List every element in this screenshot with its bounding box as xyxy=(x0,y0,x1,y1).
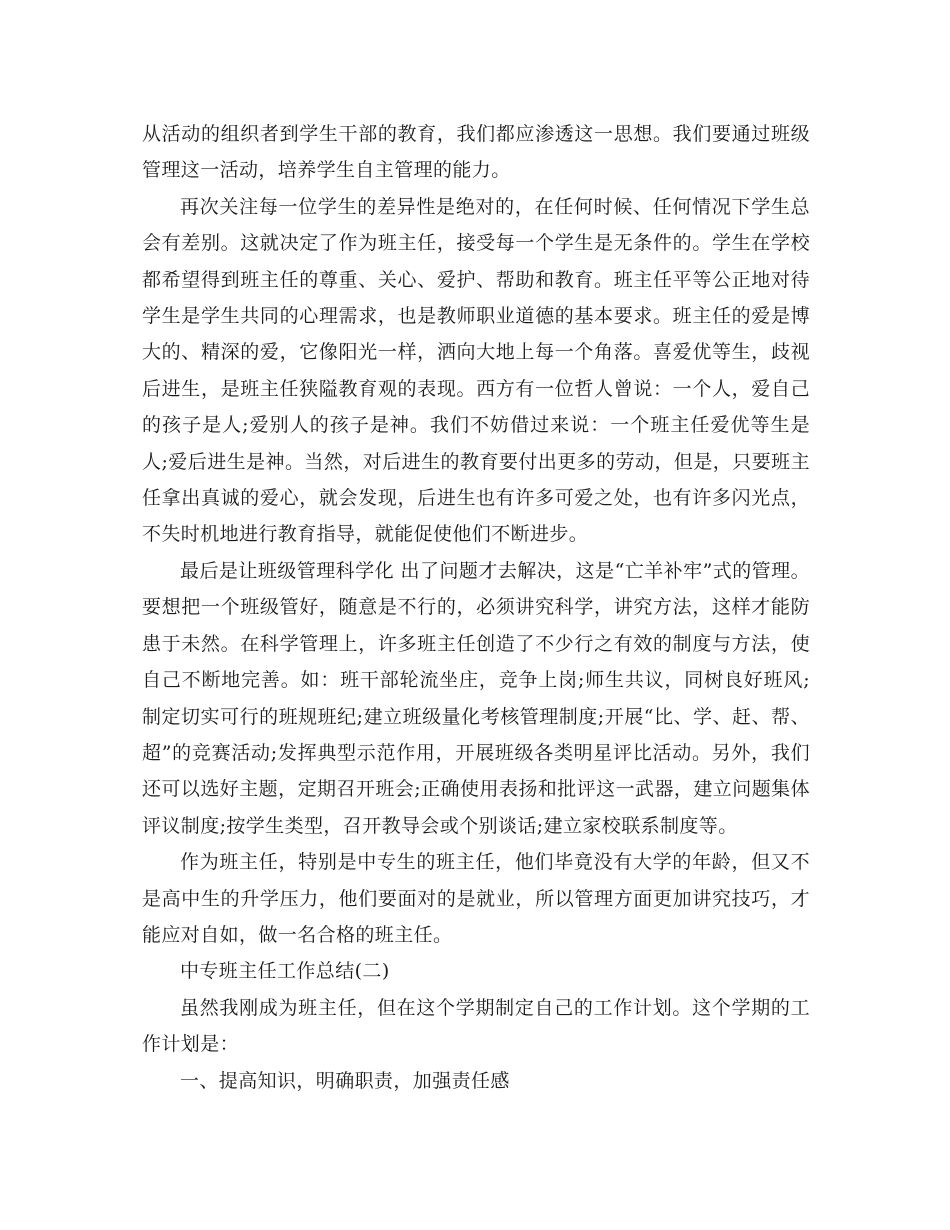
paragraph-vocational-teacher: 作为班主任，特别是中专生的班主任，他们毕竟没有大学的年龄，但又不是高中生的升学压力，他们要面对的是就业，所以管理方面更加讲究技巧，才能应对自如，做一名合格的班主任。 xyxy=(142,851,810,946)
paragraph-work-plan-intro: 虽然我刚成为班主任，但在这个学期制定自己的工作计划。这个学期的工作计划是： xyxy=(142,996,810,1056)
paragraph-continuation: 从活动的组织者到学生干部的教育，我们都应渗透这一思想。我们要通过班级管理这一活动，培养学生自主管理的能力。 xyxy=(142,123,810,182)
list-item-heading: 一、提高知识，明确职责，加强责任感 xyxy=(180,1069,510,1092)
document-body xyxy=(142,116,810,1099)
paragraph-student-differences: 再次关注每一位学生的差异性是绝对的，在任何时候、任何情况下学生总会有差别。这就决定了作为班主任，接受每一个学生是无条件的。学生在学校都希望得到班主任的尊重、关心、爱护、帮助和教育。班主任平等公正地对待学生是学生共同的心理需求，也是教师职业道德的基本要求。班主任的爱是博大的、精深的爱，它像阳光一样，洒向大地上每一个角落。喜爱优等生，歧视后进生，是班主任狭隘教育观的表现。西方有一位哲人曾说：一个人，爱自己的孩子是人;爱别人的孩子是神。我们不妨借过来说：一个班主任爱优等生是人;爱后进生是神。当然，对后进生的教育要付出更多的劳动，但是，只要班主任拿出真诚的爱心，就会发现，后进生也有许多可爱之处，也有许多闪光点，不失时机地进行教育指导，就能促使他们不断进步。 xyxy=(142,195,810,546)
paragraph-scientific-management: 最后是让班级管理科学化 出了问题才去解决，这是“亡羊补牢”式的管理。要想把一个班级管好，随意是不行的，必须讲究科学，讲究方法，这样才能防患于未然。在科学管理上，许多班主任创造了不少行之有效的制度与方法，使自己不断地完善。如：班干部轮流坐庄，竞争上岗;师生共议，同树良好班风;制定切实可行的班规班纪;建立班级量化考核管理制度;开展“比、学、赶、帮、超”的竞赛活动;发挥典型示范作用，开展班级各类明星评比活动。另外，我们还可以选好主题，定期召开班会;正确使用表扬和批评这一武器，建立问题集体评议制度;按学生类型，召开教导会或个别谈话;建立家校联系制度等。 xyxy=(142,559,810,837)
section-heading: 中专班主任工作总结(二) xyxy=(180,960,390,983)
